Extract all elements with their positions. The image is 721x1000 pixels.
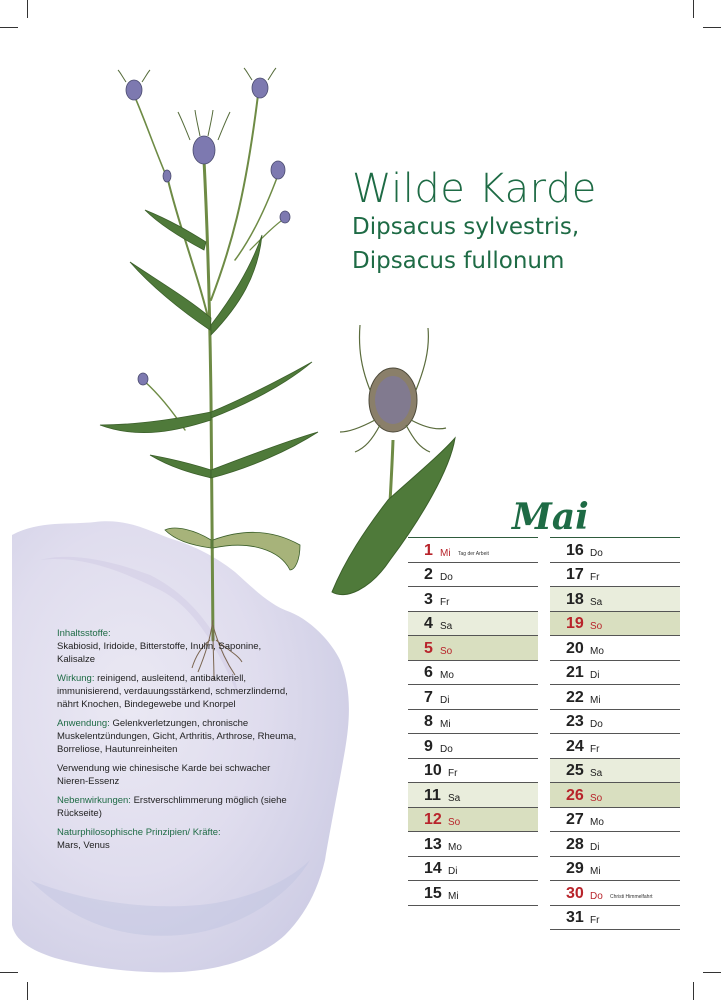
weekday-name: Mi: [440, 719, 451, 730]
principles-label: Naturphilosophische Prinzipien/ Kräfte:: [57, 827, 221, 838]
day-number: 5: [424, 639, 433, 657]
day-number: 31: [566, 909, 584, 926]
day-number: 24: [566, 737, 584, 755]
day-number: 26: [566, 786, 584, 804]
ingredients-label: Inhaltsstoffe:: [57, 628, 111, 639]
weekday-name: Mi: [440, 547, 451, 559]
calendar-day-row: [550, 538, 680, 563]
calendar-day-row: [550, 612, 680, 637]
weekday-name: Do: [590, 890, 603, 902]
weekday-name: So: [440, 645, 453, 657]
calendar-day-row: [408, 685, 538, 710]
ingredients-text: Skabiosid, Iridoide, Bitterstoffe, Inulin, Saponine, Kalisalze: [57, 641, 262, 665]
day-number: 27: [566, 811, 584, 828]
day-number: 14: [424, 860, 442, 877]
weekday-name: Sa: [590, 596, 603, 608]
weekday-name: Mo: [448, 841, 462, 853]
usage-text: Verwendung wie chinesische Karde bei schwacher Nieren-Essenz: [57, 763, 271, 787]
info-application: [57, 717, 297, 756]
info-effect: [57, 672, 297, 711]
day-number: 3: [424, 590, 433, 608]
calendar-column-2: [550, 537, 680, 930]
info-ingredients: [57, 627, 297, 666]
calendar-day-row: [408, 881, 538, 906]
calendar-day-row: [408, 783, 538, 808]
calendar-day-row: [550, 710, 680, 735]
side-effects-label: Nebenwirkungen:: [57, 795, 131, 806]
day-number: 7: [424, 688, 433, 706]
weekday-name: Fr: [590, 743, 600, 755]
weekday-name: Sa: [440, 621, 453, 632]
info-principles: [57, 826, 297, 852]
calendar-day-row: [550, 636, 680, 661]
weekday-name: So: [590, 792, 603, 804]
day-number: 29: [566, 860, 584, 877]
weekday-name: Fr: [448, 768, 458, 779]
side-effects-text: Erstverschlimmerung möglich (siehe Rückseite): [57, 795, 287, 819]
weekday-name: Do: [590, 719, 603, 730]
day-number: 9: [424, 737, 433, 755]
calendar-day-row: [408, 832, 538, 857]
weekday-name: Mo: [440, 670, 454, 681]
day-number: 22: [566, 688, 584, 706]
weekday-name: Di: [448, 866, 458, 877]
principles-text: Mars, Venus: [57, 840, 110, 851]
calendar-day-row: [550, 734, 680, 759]
weekday-name: So: [590, 621, 603, 632]
weekday-name: Di: [590, 670, 600, 681]
weekday-name: Mo: [590, 645, 604, 657]
weekday-name: Sa: [448, 792, 461, 804]
weekday-name: Mo: [590, 817, 604, 828]
day-number: 10: [424, 762, 442, 779]
day-number: 18: [566, 590, 584, 608]
calendar-day-row: [550, 685, 680, 710]
day-number: 16: [566, 541, 584, 559]
day-number: 17: [566, 566, 584, 583]
weekday-name: Mi: [590, 694, 601, 706]
weekday-name: Fr: [590, 915, 600, 926]
day-number: 6: [424, 664, 433, 681]
latin-name-2: Dipsacus fullonum: [352, 248, 565, 274]
day-number: 12: [424, 811, 442, 828]
weekday-name: Sa: [590, 768, 603, 779]
day-number: 15: [424, 884, 442, 902]
day-number: 19: [566, 615, 584, 632]
weekday-name: Mi: [590, 866, 601, 877]
effect-text: reinigend, ausleitend, antibakteriell, immunisierend, verdauungsstärkend, schmerzlindernd, nährt Knochen, Bindegewebe und Knorpel: [57, 673, 288, 710]
weekday-name: So: [448, 817, 461, 828]
weekday-name: Fr: [590, 572, 600, 583]
day-number: 23: [566, 713, 584, 730]
month-title: Mai: [512, 496, 589, 538]
effect-label: Wirkung:: [57, 673, 95, 684]
calendar-day-row: [408, 808, 538, 833]
calendar-day-row: [550, 808, 680, 833]
day-number: 25: [566, 762, 584, 779]
calendar-day-row: [550, 563, 680, 588]
calendar-day-row: [550, 759, 680, 784]
day-number: 20: [566, 639, 584, 657]
info-usage: [57, 762, 297, 788]
calendar-column-1: [408, 537, 538, 906]
day-number: 1: [424, 541, 433, 559]
calendar-day-row: [408, 636, 538, 661]
calendar-day-row: [550, 587, 680, 612]
calendar-day-row: [550, 906, 680, 931]
calendar-day-row: [550, 881, 680, 906]
application-label: Anwendung:: [57, 718, 110, 729]
calendar-day-row: [408, 734, 538, 759]
info-panel: [57, 627, 297, 858]
day-number: 8: [424, 713, 433, 730]
weekday-name: Fr: [440, 596, 450, 608]
day-number: 21: [566, 664, 584, 681]
calendar-day-row: [550, 783, 680, 808]
weekday-name: Do: [440, 743, 453, 755]
day-number: 30: [566, 884, 584, 902]
weekday-name: Do: [440, 572, 453, 583]
calendar-day-row: [408, 538, 538, 563]
weekday-name: Mi: [448, 890, 459, 902]
holiday-note: Tag der Arbeit: [458, 550, 489, 557]
day-number: 28: [566, 835, 584, 853]
day-number: 2: [424, 566, 433, 583]
calendar-day-row: [408, 661, 538, 686]
day-number: 4: [424, 615, 433, 632]
application-text: Gelenkverletzungen, chronische Muskelentzündungen, Gicht, Arthritis, Arthrose, Rheuma, Borreliose, Hautunreinheiten: [57, 718, 297, 755]
holiday-note: Christi Himmelfahrt: [610, 893, 653, 900]
calendar-day-row: [408, 857, 538, 882]
plant-title: Wilde Karde: [352, 166, 597, 212]
day-number: 13: [424, 835, 442, 853]
weekday-name: Di: [590, 841, 600, 853]
calendar-day-row: [408, 612, 538, 637]
latin-name-1: Dipsacus sylvestris,: [352, 214, 580, 240]
calendar-day-row: [550, 857, 680, 882]
calendar-day-row: [550, 661, 680, 686]
calendar-day-row: [408, 710, 538, 735]
calendar-day-row: [408, 759, 538, 784]
weekday-name: Di: [440, 694, 450, 706]
calendar-day-row: [408, 587, 538, 612]
calendar-day-row: [408, 563, 538, 588]
day-number: 11: [424, 786, 441, 804]
info-side-effects: [57, 794, 297, 820]
weekday-name: Do: [590, 547, 603, 559]
calendar-day-row: [550, 832, 680, 857]
